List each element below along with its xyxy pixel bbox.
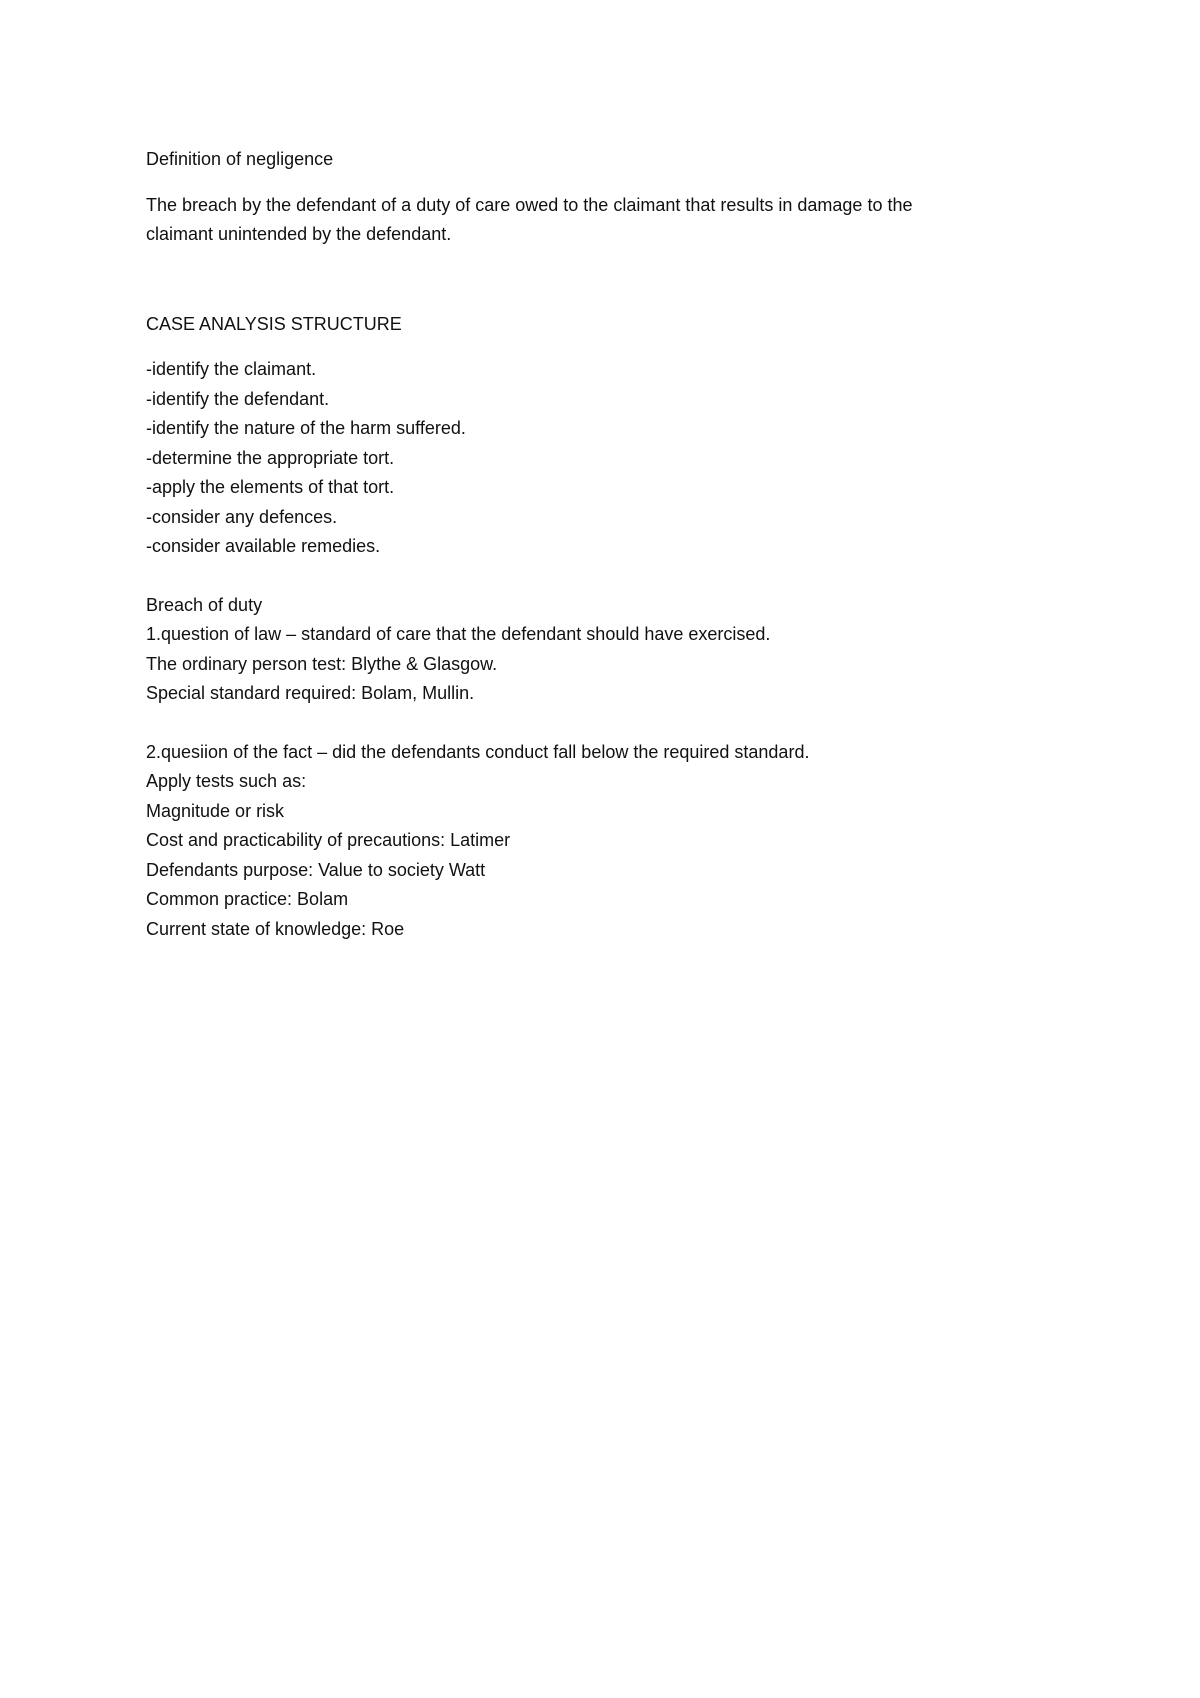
document-content (146, 145, 1076, 944)
breach-law-line: Special standard required: Bolam, Mullin. (146, 683, 475, 703)
breach-fact-line: Current state of knowledge: Roe (146, 918, 405, 939)
definition-text-line-1: The breach by the defendant of a duty of care owed to the claimant that results in damage to the (146, 194, 913, 215)
case-analysis-heading: CASE ANALYSIS STRUCTURE (146, 313, 402, 334)
breach-law-line: 1.question of law – standard of care that the defendant should have exercised. (146, 624, 771, 644)
case-analysis-item: -consider available remedies. (146, 536, 381, 556)
breach-fact-line: Apply tests such as: (146, 771, 307, 791)
case-analysis-item: -identify the claimant. (146, 359, 317, 379)
breach-law-line: The ordinary person test: Blythe & Glasgow. (146, 653, 498, 674)
spacer (146, 250, 1076, 310)
spacer (146, 562, 1076, 591)
breach-section (146, 591, 1076, 945)
breach-fact-line: Defendants purpose: Value to society Watt (146, 859, 486, 880)
breach-heading: Breach of duty (146, 594, 263, 615)
spacer (146, 175, 1076, 191)
case-analysis-item: -apply the elements of that tort. (146, 477, 395, 497)
breach-fact-line: 2.quesiion of the fact – did the defendants conduct fall below the required standard. (146, 741, 810, 762)
case-analysis-section (146, 310, 1076, 562)
breach-fact-line: Cost and practicability of precautions: Latimer (146, 830, 511, 850)
spacer (146, 709, 1076, 738)
case-analysis-item: -consider any defences. (146, 506, 338, 527)
definition-section (146, 145, 1076, 250)
case-analysis-item: -determine the appropriate tort. (146, 447, 395, 468)
breach-fact-line: Common practice: Bolam (146, 889, 349, 909)
breach-fact-line: Magnitude or risk (146, 800, 285, 821)
case-analysis-item: -identify the nature of the harm suffered. (146, 418, 466, 438)
definition-heading: Definition of negligence (146, 149, 334, 169)
definition-text-line-2: claimant unintended by the defendant. (146, 224, 452, 244)
spacer (146, 339, 1076, 355)
case-analysis-item: -identify the defendant. (146, 388, 330, 409)
